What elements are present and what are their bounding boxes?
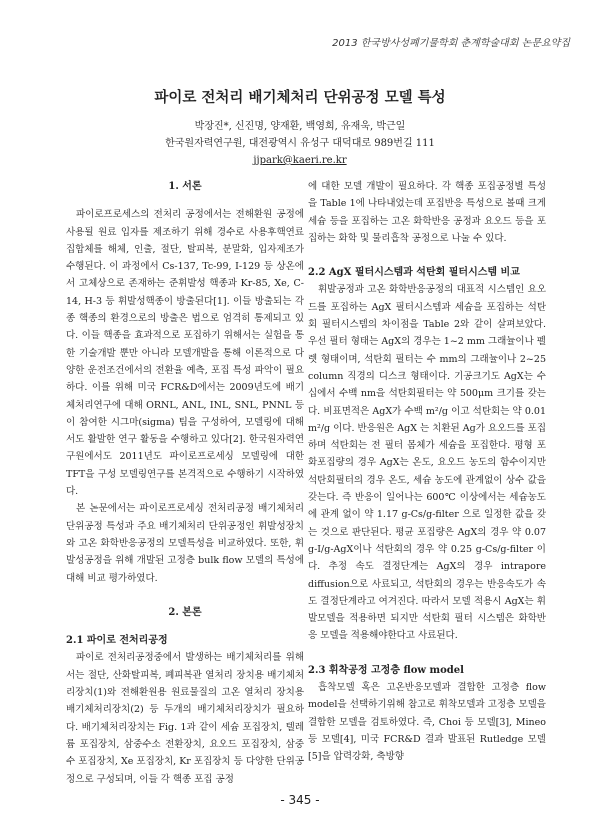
intro-paragraph-2: 본 논문에서는 파이로프로세싱 전처리공정 배기체처리 단위공정 특성과 주요 배기체처리 단위공정인 휘발성장치와 고온 화학반응공정의 모델특성을 비교하였다. 또한, 휘발성공정을 위해 개발된 고정층 bulk flow 모델의 특성에대해 비교 평가하였다. xyxy=(66,503,304,584)
page-number: - 345 - xyxy=(280,793,320,807)
body-paragraph-2: 휘발공정과 고온 화학반응공정의 대표적 시스템인 요오드를 포집하는 AgX 필터시스템과 세슘을 포집하는 석탄회 필터시스템의 차이점을 Table 2와 같이 살펴보았다. 우선 필터 형태는 AgX의 경우는 1~2 mm 그래뉼이나 펠렛 형태이며, 석탄회 필터는 수 mm의 그래뉼이나 2~25 column 직경의 디스크 형태이다. 기공크기도 AgX는 수십에서 수백 nm을 석탄회필터는 약 500μm 크기를 갖는다. 비표면적은 AgX가 수백 m²/g 이고 석탄회는 약 0.01 m²/g 이다. 반응원은 AgX 는 치환된 Ag가 요오드를 포집하며 석탄회는 전 필터 몸체가 세슘을 포집한다. 평형 포화포집량의 경우 AgX는 온도, 요오드 농도의 함수이지만 석탄회필터의 경우 온도, 세슘 농도에 관계없이 상수 값을 갖는다. 즉 반응이 일어나는 600℃ 이상에서는 세슘농도에 관계 없이 약 1.17 g-Cs/g-filter 으로 일정한 값을 갖는 것으로 판단된다. 평균 포집량은 AgX의 경우 약 0.07 g-I/g-AgX이나 석탄회의 경우 약 0.25 g-Cs/g-filter 이다. 추정 속도 결정단계는 AgX의 경우 intrapore diffusion으로 사료되고, 석탄회의 경우는 반응속도가 속도 결정단계라고 여겨진다. 따라서 모델 적용시 AgX는 휘발모델을 적용하면 되지만 석탄회 필터 시스템은 화학반응 모델을 적용해야한다고 사료된다. xyxy=(308,284,546,642)
proceedings-header: 2013 한국방사성폐기물학회 춘계학술대회 논문요약집 xyxy=(332,38,570,49)
subsection-2-1-heading: 2.1 파이로 전처리공정 xyxy=(66,635,168,647)
intro-paragraph-1: 파이로프로세스의 전처리 공정에서는 전해환원 공정에 사용될 원료 입자를 제조하기 위해 경수로 사용후핵연료 집합체를 해체, 인출, 절단, 탈피복, 분말화, 입자제조가 수행된다. 이 과정에서 Cs-137, Tc-99, I-129 등 상온에서 고체상으로 존재하는 준휘발성 핵종과 Kr-85, Xe, C-14, H-3 등 휘발성핵종이 방출된다[1]. 이들 방출되는 각종 핵종의 환경으로의 방출은 법으로 엄격히 통제되고 있다. 이들 핵종을 효과적으로 포집하기 위해서는 실험을 통한 기술개발 뿐만 아니라 모델개발을 통해 이론적으로 다양한 운전조건에서의 전환율 예측, 포집 특성 파악이 필요하다. 이를 위해 미국 FCR&D에서는 2009년도에 배기체처리연구에 대해 ORNL, ANL, INL, SNL, PNNL 등이 참여한 시그마(sigma) 팀을 구성하여, 모델링에 대해서도 활발한 연구 활동을 수행하고 있다[2]. 한국원자력연구원에서도 2011년도 파이로프로세싱 모델링에 대한 TFT을 구성 모델링연구를 본격적으로 수행하기 시작하였다. xyxy=(66,209,304,498)
right-column xyxy=(308,178,546,766)
section-intro-heading: 1. 서론 xyxy=(168,181,202,192)
body-paragraph-3: 흡착모델 혹은 고온반응모델과 결합한 고정층 flow model을 선택하기위해 참고로 휘착모델과 고정층 모델을 결합한 모델을 검토하였다. 즉, Choi 등 모델[3], Mineo 등 모델[4], 미국 FCR&D 결과 발표된 Rutledge 모델[5]을 압력강화, 축방향 xyxy=(308,682,546,763)
body-paragraph-1: 파이로 전처리공정중에서 발생하는 배기체처리를 위해서는 절단, 산화탈피복, 폐피복관 열처리 장치용 배기체처리장치(1)와 전해환원용 원료물질의 고온 열처리 장치용 배기체처리장치(2) 등 두개의 배기체처리장치가 필요하다. 배기체처리장치는 Fig. 1과 같이 세슘 포집장치, 텔레륨 포집장치, 삼중수소 전환장치, 요오드 포집장치, 삼중수 포집장치, Xe 포집장치, Kr 포집장치 등 다양한 단위공정으로 구성되며, 이들 각 핵종 포집 공정 xyxy=(66,652,304,785)
author-names: 박장진*, 신진명, 양재환, 백영희, 유재욱, 박근일 xyxy=(194,121,406,132)
subsection-2-3-heading: 2.3 휘착공정 고정층 flow model xyxy=(308,664,464,676)
author-email: jjpark@kaeri.re.kr xyxy=(253,155,347,166)
subsection-2-2-heading: 2.2 AgX 필터시스템과 석탄회 필터시스템 비교 xyxy=(308,267,520,279)
author-affiliation: 한국원자력연구원, 대전광역시 유성구 대덕대로 989번길 111 xyxy=(165,138,435,149)
left-column xyxy=(66,178,304,788)
section-body-heading: 2. 본론 xyxy=(168,606,202,618)
body-paragraph-continued: 에 대한 모델 개발이 필요하다. 각 핵종 포집공정별 특성을 Table 1에 나타내었는데 포집반응 특성으로 볼때 크게 세슘 등을 포집하는 고온 화학반응 공정과 요오드 등을 포집하는 화학 및 물리흡착 공정으로 나눌 수 있다. xyxy=(308,181,546,244)
paper-title: 파이로 전처리 배기체처리 단위공정 모델 특성 xyxy=(154,89,446,106)
author-block xyxy=(0,118,600,169)
